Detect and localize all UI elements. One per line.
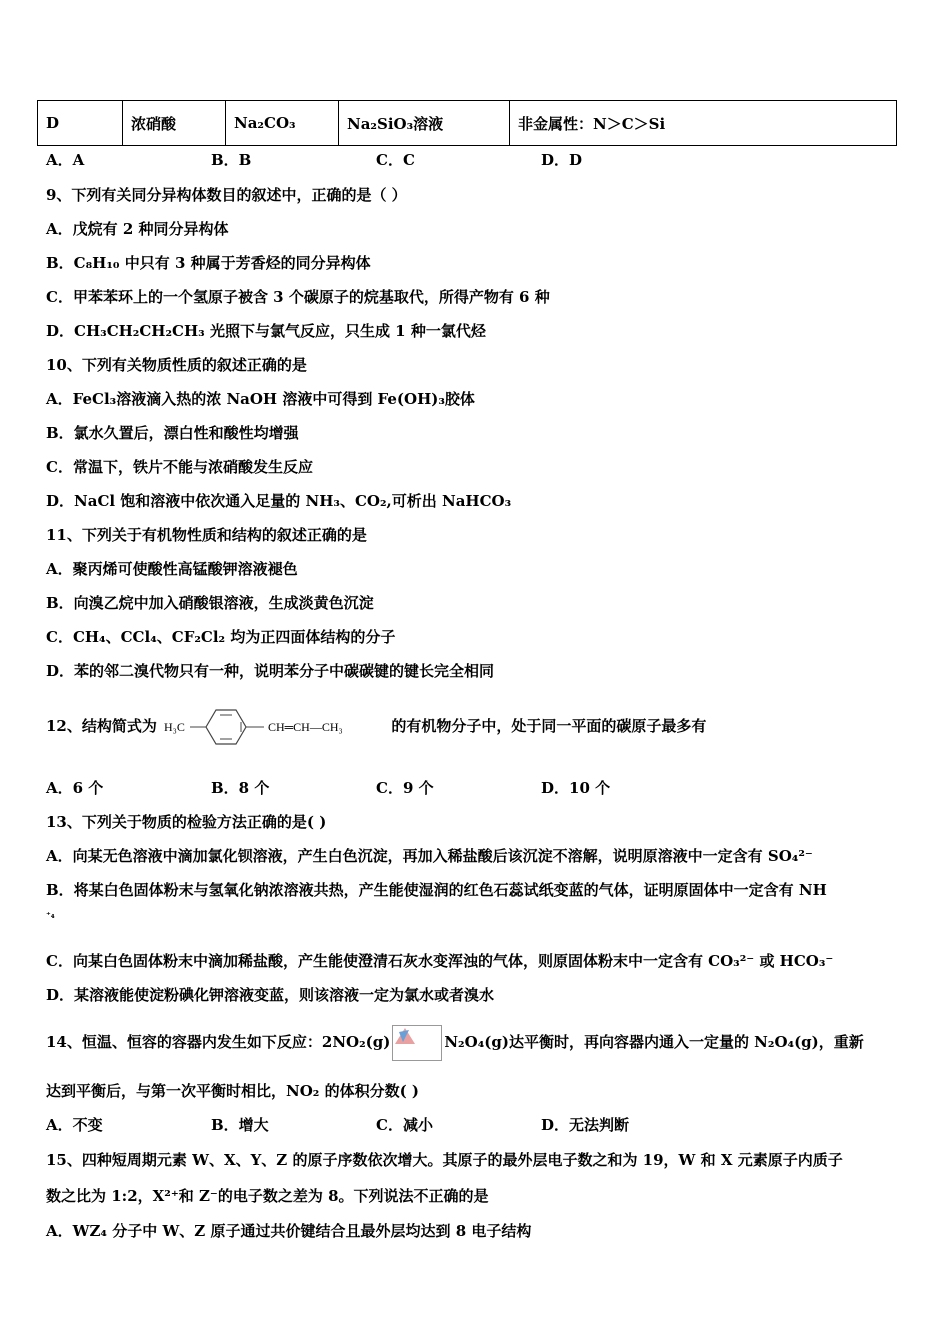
q9-option-a[interactable]: A．戊烷有 2 种同分异构体 <box>46 220 229 238</box>
q9-stem: 9、下列有关同分异构体数目的叙述中，正确的是（ ） <box>46 186 407 204</box>
equilibrium-arrow-icon <box>392 1025 442 1061</box>
q11-option-b[interactable]: B．向溴乙烷中加入硝酸银溶液，生成淡黄色沉淀 <box>46 594 374 612</box>
table-cell: D <box>38 101 123 146</box>
table-cell: Na₂CO₃ <box>226 101 339 146</box>
q13-option-c[interactable]: C．向某白色固体粉末中滴加稀盐酸，产生能使澄清石灰水变浑浊的气体，则原固体粉末中一定含有 CO₃²⁻ 或 HCO₃⁻ <box>46 952 834 970</box>
q11-stem: 11、下列关于有机物性质和结构的叙述正确的是 <box>46 526 367 544</box>
option[interactable]: C．减小 <box>376 1116 433 1134</box>
q11-option-a[interactable]: A．聚丙烯可使酸性高锰酸钾溶液褪色 <box>46 560 298 578</box>
structure-formula-image <box>164 704 384 750</box>
q10-option-c[interactable]: C．常温下，铁片不能与浓硝酸发生反应 <box>46 458 313 476</box>
option[interactable]: C．C <box>376 151 415 169</box>
option[interactable]: A．6 个 <box>46 779 104 797</box>
option[interactable]: D．无法判断 <box>541 1116 630 1134</box>
q10-stem: 10、下列有关物质性质的叙述正确的是 <box>46 356 307 374</box>
q10-option-b[interactable]: B．氯水久置后，漂白性和酸性均增强 <box>46 424 299 442</box>
q13-option-a[interactable]: A．向某无色溶液中滴加氯化钡溶液，产生白色沉淀，再加入稀盐酸后该沉淀不溶解，说明原溶液中一定含有 SO₄²⁻ <box>46 847 813 865</box>
q9-option-c[interactable]: C．甲苯苯环上的一个氢原子被含 3 个碳原子的烷基取代，所得产物有 6 种 <box>46 288 550 306</box>
table-row <box>38 101 897 146</box>
q10-option-d[interactable]: D．NaCl 饱和溶液中依次通入足量的 NH₃、CO₂,可析出 NaHCO₃ <box>46 492 512 510</box>
table-cell: Na₂SiO₃溶液 <box>339 101 510 146</box>
q15-option-a[interactable]: A．WZ₄ 分子中 W、Z 原子通过共价键结合且最外层均达到 8 电子结构 <box>46 1222 532 1240</box>
table-cell: 浓硝酸 <box>123 101 226 146</box>
q13-stem: 13、下列关于物质的检验方法正确的是( ) <box>46 813 327 831</box>
q14-stem <box>46 1022 864 1062</box>
q13-option-d[interactable]: D．某溶液能使淀粉碘化钾溶液变蓝，则该溶液一定为氯水或者溴水 <box>46 986 495 1004</box>
option[interactable]: A．不变 <box>46 1116 103 1134</box>
q12-options <box>46 778 610 798</box>
option[interactable]: D．10 个 <box>541 779 611 797</box>
option[interactable]: B．8 个 <box>211 779 270 797</box>
q14-options <box>46 1115 629 1135</box>
table-cell: 非金属性：N＞C＞Si <box>510 101 897 146</box>
q11-option-d[interactable]: D．苯的邻二溴代物只有一种，说明苯分子中碳碳键的键长完全相同 <box>46 662 495 680</box>
q13-option-b[interactable]: B．将某白色固体粉末与氢氧化钠浓溶液共热，产生能使湿润的红色石蕊试纸变蓝的气体，证明原固体中一定含有 NH <box>46 881 827 899</box>
q15-stem-line2: 数之比为 1:2，X²⁺和 Z⁻的电子数之差为 8。下列说法不正确的是 <box>46 1187 489 1205</box>
mol-h3c: H₃C <box>164 720 185 734</box>
q12-stem <box>46 696 706 756</box>
q10-option-a[interactable]: A．FeCl₃溶液滴入热的浓 NaOH 溶液中可得到 Fe(OH)₃胶体 <box>46 390 475 408</box>
q9-option-d[interactable]: D．CH₃CH₂CH₂CH₃ 光照下与氯气反应，只生成 1 种一氯代烃 <box>46 322 486 340</box>
option[interactable]: B．B <box>211 151 252 169</box>
q14-pre: 14、恒温、恒容的容器内发生如下反应：2NO₂(g) <box>46 1033 391 1051</box>
option[interactable]: C．9 个 <box>376 779 434 797</box>
q13-option-b-ion: ⁺₄ <box>46 911 55 921</box>
q14-line2: 达到平衡后，与第一次平衡时相比，NO₂ 的体积分数( ) <box>46 1082 419 1100</box>
option[interactable]: B．增大 <box>211 1116 269 1134</box>
option[interactable]: A．A <box>46 151 85 169</box>
mol-chain: CH═CH—CH₃ <box>268 720 343 734</box>
q14-post: N₂O₄(g)达平衡时，再向容器内通入一定量的 N₂O₄(g)，重新 <box>444 1033 864 1051</box>
q9-option-b[interactable]: B．C₈H₁₀ 中只有 3 种属于芳香烃的同分异构体 <box>46 254 371 272</box>
q11-option-c[interactable]: C．CH₄、CCl₄、CF₂Cl₂ 均为正四面体结构的分子 <box>46 628 396 646</box>
answer-table <box>37 100 897 146</box>
q12-post: 的有机物分子中，处于同一平面的碳原子最多有 <box>391 717 707 735</box>
q8-options <box>46 150 582 170</box>
q15-stem-line1: 15、四种短周期元素 W、X、Y、Z 的原子序数依次增大。其原子的最外层电子数之和为 19，W 和 X 元素原子内质子 <box>46 1151 843 1169</box>
option[interactable]: D．D <box>541 151 583 169</box>
q12-pre: 12、结构简式为 <box>46 717 157 735</box>
